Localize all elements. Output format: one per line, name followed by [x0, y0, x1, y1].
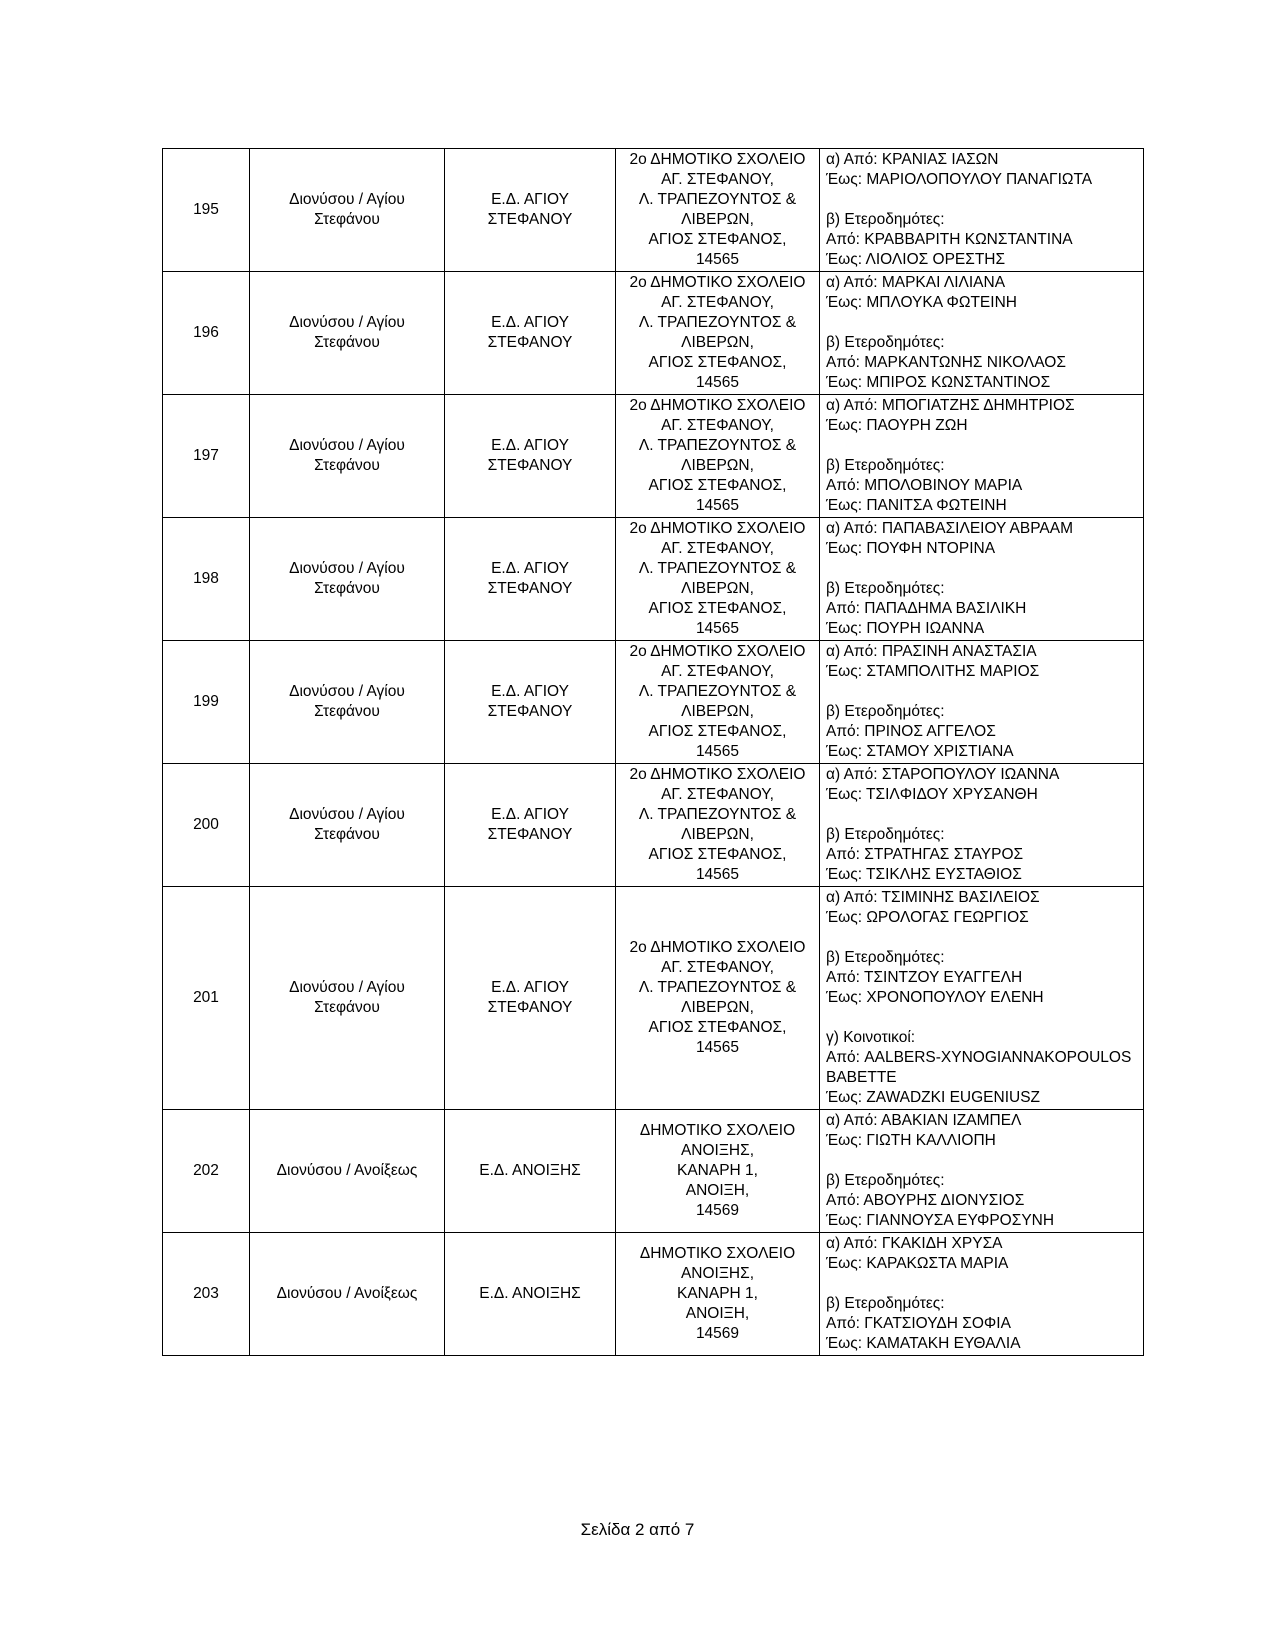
- school-address-cell: [616, 518, 820, 641]
- voters-range-cell-line: Έως: ΩΡΟΛΟΓΑΣ ΓΕΩΡΓΙΟΣ: [826, 909, 1029, 926]
- electoral-district-cell-line: Ε.Δ. ΑΝΟΙΞΗΣ: [479, 1285, 581, 1302]
- station-number: 200: [163, 764, 250, 887]
- school-address-cell-line: ΛΙΒΕΡΩΝ,: [681, 999, 754, 1016]
- school-address-cell-line: ΚΑΝΑΡΗ 1,: [677, 1285, 758, 1302]
- school-address-cell-line: ΑΓΙΟΣ ΣΤΕΦΑΝΟΣ,: [648, 600, 787, 617]
- voters-range-cell-line: [826, 682, 1137, 702]
- table-row: [163, 887, 1144, 1110]
- voters-range-cell-line: Έως: ΣΤΑΜΟΥ ΧΡΙΣΤΙΑΝΑ: [826, 743, 1014, 760]
- municipality-cell-line: Διονύσου / Ανοίξεως: [276, 1285, 418, 1302]
- voters-range-cell: [820, 149, 1144, 272]
- voters-range-cell-line: β) Ετεροδημότες:: [826, 334, 945, 351]
- municipality-cell-line: Στεφάνου: [314, 211, 380, 228]
- school-address-cell: [616, 149, 820, 272]
- electoral-district-cell-line: ΣΤΕΦΑΝΟΥ: [487, 999, 573, 1016]
- municipality-cell: [250, 395, 445, 518]
- voters-range-cell-line: Έως: ΜΠΙΡΟΣ ΚΩΝΣΤΑΝΤΙΝΟΣ: [826, 374, 1051, 391]
- voters-range-cell-line: Από: ΓΚΑΤΣΙΟΥΔΗ ΣΟΦΙΑ: [826, 1315, 1011, 1332]
- school-address-cell-line: ΑΓ. ΣΤΕΦΑΝΟΥ,: [661, 294, 774, 311]
- school-address-cell-line: 14569: [695, 1325, 740, 1342]
- school-address-cell-line: ΑΓ. ΣΤΕΦΑΝΟΥ,: [661, 171, 774, 188]
- voters-range-cell-line: Από: ΜΠΟΛΟΒΙΝΟΥ ΜΑΡΙΑ: [826, 477, 1023, 494]
- electoral-district-cell-line: Ε.Δ. ΑΓΙΟΥ: [491, 191, 569, 208]
- voters-range-cell-line: Από: ΑΒΟΥΡΗΣ ΔΙΟΝΥΣΙΟΣ: [826, 1192, 1025, 1209]
- electoral-district-cell-line: Ε.Δ. ΑΓΙΟΥ: [491, 560, 569, 577]
- school-address-cell: [616, 1233, 820, 1356]
- school-address-cell-line: 14565: [695, 1039, 740, 1056]
- school-address-cell-line: ΑΝΟΙΞΗ,: [685, 1305, 750, 1322]
- station-number: 202: [163, 1110, 250, 1233]
- school-address-cell-line: ΑΝΟΙΞΗΣ,: [680, 1142, 755, 1159]
- school-address-cell-line: ΑΓΙΟΣ ΣΤΕΦΑΝΟΣ,: [648, 477, 787, 494]
- voters-range-cell-line: [826, 928, 1137, 948]
- table-row: [163, 1233, 1144, 1356]
- municipality-cell-line: Στεφάνου: [314, 334, 380, 351]
- voters-range-cell-line: Έως: ΓΙΩΤΗ ΚΑΛΛΙΟΠΗ: [826, 1132, 996, 1149]
- voters-range-cell-line: [826, 805, 1137, 825]
- municipality-cell-line: Στεφάνου: [314, 826, 380, 843]
- voters-range-cell-line: β) Ετεροδημότες:: [826, 1295, 945, 1312]
- school-address-cell-line: ΛΙΒΕΡΩΝ,: [681, 457, 754, 474]
- voters-range-cell-line: Έως: ΚΑΡΑΚΩΣΤΑ ΜΑΡΙΑ: [826, 1255, 1009, 1272]
- school-address-cell-line: 2ο ΔΗΜΟΤΙΚΟ ΣΧΟΛΕΙΟ: [629, 939, 806, 956]
- station-number: 203: [163, 1233, 250, 1356]
- electoral-district-cell-line: ΣΤΕΦΑΝΟΥ: [487, 580, 573, 597]
- voters-range-cell-line: α) Από: ΜΑΡΚΑΙ ΛΙΛΙΑΝΑ: [826, 274, 1006, 291]
- table-row: [163, 395, 1144, 518]
- voters-range-cell-line: BABETTE: [826, 1069, 897, 1086]
- voters-range-cell-line: Έως: ΛΙΟΛΙΟΣ ΟΡΕΣΤΗΣ: [826, 251, 1006, 268]
- school-address-cell-line: 14565: [695, 374, 740, 391]
- school-address-cell-line: ΑΓ. ΣΤΕΦΑΝΟΥ,: [661, 663, 774, 680]
- school-address-cell: [616, 764, 820, 887]
- voters-range-cell: [820, 272, 1144, 395]
- table-row: [163, 272, 1144, 395]
- municipality-cell: [250, 1110, 445, 1233]
- voters-range-cell-line: Έως: ΜΑΡΙΟΛΟΠΟΥΛΟΥ ΠΑΝΑΓΙΩΤΑ: [826, 171, 1093, 188]
- table-row: [163, 149, 1144, 272]
- table-body: [163, 149, 1144, 1356]
- school-address-cell: [616, 887, 820, 1110]
- electoral-district-cell-line: ΣΤΕΦΑΝΟΥ: [487, 703, 573, 720]
- station-number: 195: [163, 149, 250, 272]
- voters-range-cell-line: Έως: ΤΣΙΚΛΗΣ ΕΥΣΤΑΘΙΟΣ: [826, 866, 1022, 883]
- voters-range-cell-line: Έως: ΣΤΑΜΠΟΛΙΤΗΣ ΜΑΡΙΟΣ: [826, 663, 1040, 680]
- station-number: 198: [163, 518, 250, 641]
- school-address-cell-line: Λ. ΤΡΑΠΕΖΟΥΝΤΟΣ &: [638, 191, 797, 208]
- voters-range-cell-line: Από: ΜΑΡΚΑΝΤΩΝΗΣ ΝΙΚΟΛΑΟΣ: [826, 354, 1066, 371]
- municipality-cell-line: Διονύσου / Αγίου: [289, 683, 405, 700]
- school-address-cell-line: 2ο ΔΗΜΟΤΙΚΟ ΣΧΟΛΕΙΟ: [629, 520, 806, 537]
- municipality-cell-line: Στεφάνου: [314, 580, 380, 597]
- electoral-district-cell-line: ΣΤΕΦΑΝΟΥ: [487, 457, 573, 474]
- school-address-cell-line: 2ο ΔΗΜΟΤΙΚΟ ΣΧΟΛΕΙΟ: [629, 643, 806, 660]
- school-address-cell-line: 14565: [695, 251, 740, 268]
- school-address-cell-line: ΛΙΒΕΡΩΝ,: [681, 211, 754, 228]
- voters-range-cell: [820, 887, 1144, 1110]
- voters-range-cell-line: [826, 1008, 1137, 1028]
- electoral-district-cell-line: Ε.Δ. ΑΓΙΟΥ: [491, 979, 569, 996]
- electoral-district-cell: [445, 1110, 616, 1233]
- municipality-cell-line: Διονύσου / Αγίου: [289, 314, 405, 331]
- school-address-cell-line: ΑΝΟΙΞΗΣ,: [680, 1265, 755, 1282]
- voters-range-cell-line: Έως: ΠΟΥΡΗ ΙΩΑΝΝΑ: [826, 620, 985, 637]
- school-address-cell-line: ΑΓΙΟΣ ΣΤΕΦΑΝΟΣ,: [648, 1019, 787, 1036]
- school-address-cell-line: ΚΑΝΑΡΗ 1,: [677, 1162, 758, 1179]
- school-address-cell: [616, 1110, 820, 1233]
- electoral-district-cell-line: Ε.Δ. ΑΓΙΟΥ: [491, 683, 569, 700]
- school-address-cell-line: Λ. ΤΡΑΠΕΖΟΥΝΤΟΣ &: [638, 560, 797, 577]
- electoral-district-cell-line: Ε.Δ. ΑΓΙΟΥ: [491, 314, 569, 331]
- electoral-district-cell: [445, 764, 616, 887]
- school-address-cell-line: Λ. ΤΡΑΠΕΖΟΥΝΤΟΣ &: [638, 683, 797, 700]
- voters-range-cell-line: α) Από: ΤΣΙΜΙΝΗΣ ΒΑΣΙΛΕΙΟΣ: [826, 889, 1040, 906]
- school-address-cell-line: Λ. ΤΡΑΠΕΖΟΥΝΤΟΣ &: [638, 806, 797, 823]
- electoral-district-cell-line: ΣΤΕΦΑΝΟΥ: [487, 211, 573, 228]
- voters-range-cell-line: [826, 190, 1137, 210]
- school-address-cell-line: 2ο ΔΗΜΟΤΙΚΟ ΣΧΟΛΕΙΟ: [629, 151, 806, 168]
- municipality-cell-line: Διονύσου / Αγίου: [289, 979, 405, 996]
- voters-range-cell-line: Έως: ΠΑΟΥΡΗ ΖΩΗ: [826, 417, 968, 434]
- municipality-cell-line: Διονύσου / Αγίου: [289, 191, 405, 208]
- municipality-cell-line: Στεφάνου: [314, 457, 380, 474]
- voters-range-cell-line: γ) Κοινοτικοί:: [826, 1029, 916, 1046]
- table-row: [163, 641, 1144, 764]
- voters-range-cell: [820, 764, 1144, 887]
- electoral-district-cell-line: Ε.Δ. ΑΝΟΙΞΗΣ: [479, 1162, 581, 1179]
- voters-range-cell-line: Έως: ΤΣΙΛΦΙΔΟΥ ΧΡΥΣΑΝΘΗ: [826, 786, 1038, 803]
- school-address-cell-line: ΔΗΜΟΤΙΚΟ ΣΧΟΛΕΙΟ: [639, 1245, 796, 1262]
- voters-range-cell-line: [826, 1274, 1137, 1294]
- school-address-cell-line: ΑΓΙΟΣ ΣΤΕΦΑΝΟΣ,: [648, 354, 787, 371]
- voters-range-cell-line: Από: AALBERS-XYNOGIANNAKOPOULOS: [826, 1049, 1132, 1066]
- school-address-cell-line: 2ο ΔΗΜΟΤΙΚΟ ΣΧΟΛΕΙΟ: [629, 766, 806, 783]
- electoral-district-cell: [445, 149, 616, 272]
- voters-range-cell-line: Έως: ΓΙΑΝΝΟΥΣΑ ΕΥΦΡΟΣΥΝΗ: [826, 1212, 1055, 1229]
- voters-range-cell-line: Από: ΤΣΙΝΤΖΟΥ ΕΥΑΓΓΕΛΗ: [826, 969, 1023, 986]
- electoral-district-cell-line: ΣΤΕΦΑΝΟΥ: [487, 826, 573, 843]
- municipality-cell: [250, 518, 445, 641]
- station-number: 199: [163, 641, 250, 764]
- municipality-cell-line: Διονύσου / Αγίου: [289, 560, 405, 577]
- voters-range-cell-line: Από: ΚΡΑΒΒΑΡΙΤΗ ΚΩΝΣΤΑΝΤΙΝΑ: [826, 231, 1073, 248]
- school-address-cell-line: ΔΗΜΟΤΙΚΟ ΣΧΟΛΕΙΟ: [639, 1122, 796, 1139]
- voters-range-cell-line: α) Από: ΚΡΑΝΙΑΣ ΙΑΣΩΝ: [826, 151, 999, 168]
- voters-range-cell-line: α) Από: ΠΡΑΣΙΝΗ ΑΝΑΣΤΑΣΙΑ: [826, 643, 1037, 660]
- voters-range-cell-line: α) Από: ΓΚΑΚΙΔΗ ΧΡΥΣΑ: [826, 1235, 1003, 1252]
- voters-range-cell-line: β) Ετεροδημότες:: [826, 211, 945, 228]
- voters-range-cell-line: β) Ετεροδημότες:: [826, 457, 945, 474]
- municipality-cell-line: Διονύσου / Αγίου: [289, 806, 405, 823]
- electoral-district-cell-line: ΣΤΕΦΑΝΟΥ: [487, 334, 573, 351]
- voters-range-cell-line: β) Ετεροδημότες:: [826, 949, 945, 966]
- voters-range-cell-line: α) Από: ΑΒΑΚΙΑΝ ΙΖΑΜΠΕΛ: [826, 1112, 1022, 1129]
- school-address-cell-line: ΑΓΙΟΣ ΣΤΕΦΑΝΟΣ,: [648, 846, 787, 863]
- school-address-cell-line: ΛΙΒΕΡΩΝ,: [681, 334, 754, 351]
- voters-range-cell-line: β) Ετεροδημότες:: [826, 580, 945, 597]
- electoral-district-cell: [445, 887, 616, 1110]
- voters-range-cell-line: β) Ετεροδημότες:: [826, 703, 945, 720]
- school-address-cell-line: 14565: [695, 620, 740, 637]
- school-address-cell-line: Λ. ΤΡΑΠΕΖΟΥΝΤΟΣ &: [638, 437, 797, 454]
- municipality-cell-line: Διονύσου / Αγίου: [289, 437, 405, 454]
- voters-range-cell-line: Από: ΠΡΙΝΟΣ ΑΓΓΕΛΟΣ: [826, 723, 996, 740]
- voters-range-cell: [820, 1110, 1144, 1233]
- school-address-cell-line: ΛΙΒΕΡΩΝ,: [681, 703, 754, 720]
- school-address-cell-line: ΑΓ. ΣΤΕΦΑΝΟΥ,: [661, 417, 774, 434]
- school-address-cell-line: 14569: [695, 1202, 740, 1219]
- electoral-district-cell: [445, 272, 616, 395]
- school-address-cell-line: Λ. ΤΡΑΠΕΖΟΥΝΤΟΣ &: [638, 314, 797, 331]
- voters-range-cell-line: [826, 436, 1137, 456]
- voters-range-cell: [820, 1233, 1144, 1356]
- voters-range-cell-line: Έως: ΠΑΝΙΤΣΑ ΦΩΤΕΙΝΗ: [826, 497, 1007, 514]
- voters-range-cell-line: [826, 313, 1137, 333]
- voters-range-cell: [820, 395, 1144, 518]
- station-number: 196: [163, 272, 250, 395]
- page-number: Σελίδα 2 από 7: [580, 1520, 695, 1539]
- voters-range-cell-line: Έως: ZAWADZKI EUGENIUSZ: [826, 1089, 1041, 1106]
- school-address-cell-line: ΛΙΒΕΡΩΝ,: [681, 826, 754, 843]
- school-address-cell-line: 2ο ΔΗΜΟΤΙΚΟ ΣΧΟΛΕΙΟ: [629, 274, 806, 291]
- school-address-cell-line: 14565: [695, 866, 740, 883]
- station-number: 201: [163, 887, 250, 1110]
- electoral-district-cell: [445, 395, 616, 518]
- voters-range-cell-line: Έως: ΜΠΛΟΥΚΑ ΦΩΤΕΙΝΗ: [826, 294, 1017, 311]
- school-address-cell-line: 14565: [695, 743, 740, 760]
- municipality-cell: [250, 272, 445, 395]
- school-address-cell-line: ΑΓΙΟΣ ΣΤΕΦΑΝΟΣ,: [648, 723, 787, 740]
- school-address-cell-line: ΑΓ. ΣΤΕΦΑΝΟΥ,: [661, 786, 774, 803]
- voters-range-cell-line: α) Από: ΣΤΑΡΟΠΟΥΛΟΥ ΙΩΑΝΝΑ: [826, 766, 1060, 783]
- electoral-district-cell-line: Ε.Δ. ΑΓΙΟΥ: [491, 806, 569, 823]
- table-row: [163, 1110, 1144, 1233]
- voters-range-cell-line: [826, 1151, 1137, 1171]
- school-address-cell-line: ΛΙΒΕΡΩΝ,: [681, 580, 754, 597]
- school-address-cell-line: ΑΓΙΟΣ ΣΤΕΦΑΝΟΣ,: [648, 231, 787, 248]
- electoral-district-cell-line: Ε.Δ. ΑΓΙΟΥ: [491, 437, 569, 454]
- municipality-cell: [250, 1233, 445, 1356]
- voters-range-cell-line: [826, 559, 1137, 579]
- municipality-cell-line: Διονύσου / Ανοίξεως: [276, 1162, 418, 1179]
- school-address-cell-line: ΑΓ. ΣΤΕΦΑΝΟΥ,: [661, 540, 774, 557]
- municipality-cell: [250, 887, 445, 1110]
- voters-range-cell-line: Έως: ΚΑΜΑΤΑΚΗ ΕΥΘΑΛΙΑ: [826, 1335, 1021, 1352]
- school-address-cell-line: ΑΝΟΙΞΗ,: [685, 1182, 750, 1199]
- municipality-cell: [250, 149, 445, 272]
- voters-range-cell-line: Από: ΣΤΡΑΤΗΓΑΣ ΣΤΑΥΡΟΣ: [826, 846, 1024, 863]
- voters-range-cell-line: Έως: ΧΡΟΝΟΠΟΥΛΟΥ ΕΛΕΝΗ: [826, 989, 1044, 1006]
- electoral-district-cell: [445, 641, 616, 764]
- station-number: 197: [163, 395, 250, 518]
- electoral-district-cell: [445, 518, 616, 641]
- school-address-cell: [616, 641, 820, 764]
- table-row: [163, 518, 1144, 641]
- school-address-cell-line: ΑΓ. ΣΤΕΦΑΝΟΥ,: [661, 959, 774, 976]
- school-address-cell-line: 14565: [695, 497, 740, 514]
- table-row: [163, 764, 1144, 887]
- voters-range-cell: [820, 518, 1144, 641]
- school-address-cell-line: Λ. ΤΡΑΠΕΖΟΥΝΤΟΣ &: [638, 979, 797, 996]
- municipality-cell: [250, 641, 445, 764]
- voters-range-cell-line: β) Ετεροδημότες:: [826, 826, 945, 843]
- voters-range-cell-line: Από: ΠΑΠΑΔΗΜΑ ΒΑΣΙΛΙΚΗ: [826, 600, 1027, 617]
- municipality-cell: [250, 764, 445, 887]
- voters-range-cell: [820, 641, 1144, 764]
- voters-range-cell-line: α) Από: ΜΠΟΓΙΑΤΖΗΣ ΔΗΜΗΤΡΙΟΣ: [826, 397, 1075, 414]
- municipality-cell-line: Στεφάνου: [314, 703, 380, 720]
- school-address-cell: [616, 395, 820, 518]
- voters-range-cell-line: α) Από: ΠΑΠΑΒΑΣΙΛΕΙΟΥ ΑΒΡΑΑΜ: [826, 520, 1073, 537]
- school-address-cell-line: 2ο ΔΗΜΟΤΙΚΟ ΣΧΟΛΕΙΟ: [629, 397, 806, 414]
- voters-range-cell-line: Έως: ΠΟΥΦΗ ΝΤΟΡΙΝΑ: [826, 540, 996, 557]
- voters-range-cell-line: β) Ετεροδημότες:: [826, 1172, 945, 1189]
- municipality-cell-line: Στεφάνου: [314, 999, 380, 1016]
- electoral-district-cell: [445, 1233, 616, 1356]
- school-address-cell: [616, 272, 820, 395]
- polling-stations-table: [162, 148, 1144, 1356]
